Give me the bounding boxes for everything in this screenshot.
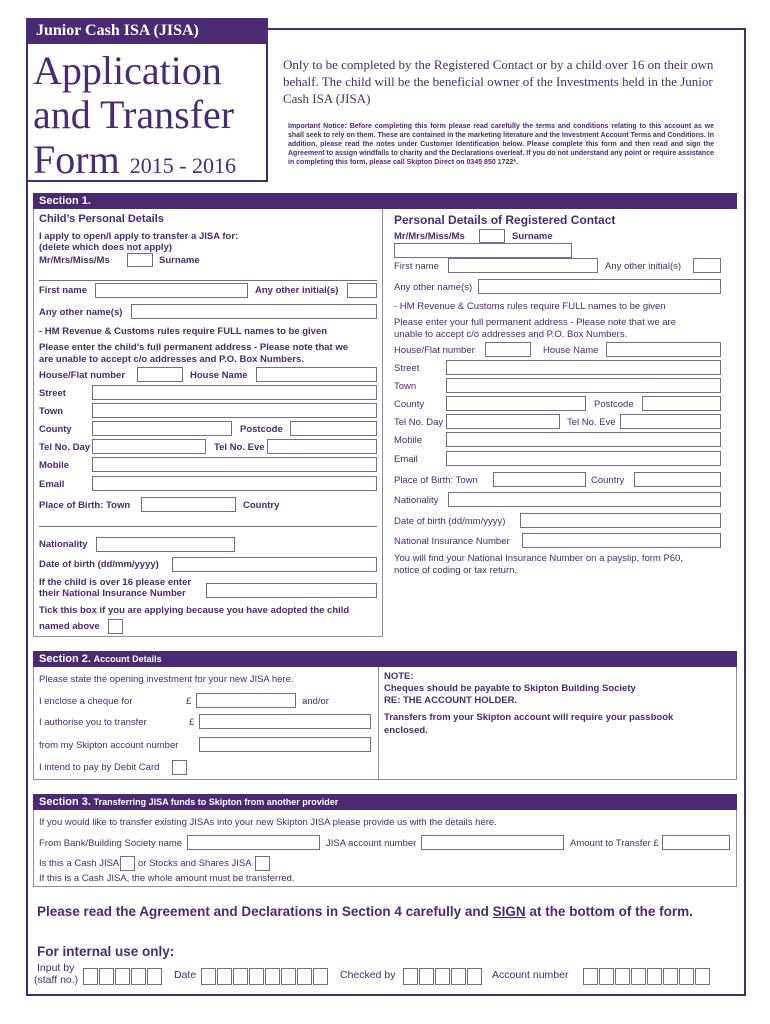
date-cell[interactable] bbox=[265, 968, 280, 985]
cheque-amount-input[interactable] bbox=[196, 693, 296, 708]
account-number-cell[interactable] bbox=[647, 968, 662, 985]
child-postcode-input[interactable] bbox=[290, 421, 377, 436]
account-number-cell[interactable] bbox=[583, 968, 598, 985]
page-title-line3 bbox=[33, 137, 236, 189]
stocks-shares-checkbox[interactable] bbox=[255, 856, 270, 871]
account-number-cell[interactable] bbox=[663, 968, 678, 985]
child-othernames-label: Any other name(s) bbox=[39, 307, 123, 318]
checked-by-label: Checked by bbox=[340, 969, 396, 981]
child-address-note2: are unable to accept c/o addresses and P.O. Box Numbers. bbox=[39, 354, 304, 365]
contact-nin-label: National Insurance Number bbox=[394, 536, 510, 547]
child-televe-input[interactable] bbox=[267, 439, 377, 454]
contact-heading: Personal Details of Registered Contact bbox=[394, 213, 616, 227]
account-number-cell[interactable] bbox=[679, 968, 694, 985]
cheque-label: I enclose a cheque for bbox=[39, 696, 133, 707]
page-title-line1: Application bbox=[33, 48, 222, 93]
input-by-label1: Input by bbox=[37, 962, 75, 974]
account-number-cell[interactable] bbox=[615, 968, 630, 985]
contact-firstname-label: First name bbox=[394, 261, 439, 272]
contact-email-label: Email bbox=[394, 454, 418, 465]
page-title-years: 2015 - 2016 bbox=[129, 153, 237, 178]
read-agreement-notice bbox=[37, 902, 737, 921]
checked-by-cell[interactable] bbox=[419, 968, 434, 985]
contact-housename-input[interactable] bbox=[606, 342, 721, 357]
provider-input[interactable] bbox=[187, 835, 320, 850]
contact-houseflat-input[interactable] bbox=[485, 342, 531, 357]
contact-mobile-label: Mobile bbox=[394, 435, 422, 446]
section3-bar bbox=[33, 794, 737, 810]
date-label: Date bbox=[174, 969, 197, 981]
section3-subtitle: Transferring JISA funds to Skipton from another provider bbox=[93, 797, 339, 807]
contact-telday-input[interactable] bbox=[446, 414, 560, 429]
contact-country-input[interactable] bbox=[634, 472, 721, 487]
contact-address-note2: unable to accept c/o addresses and P.O. Box Numbers. bbox=[394, 329, 628, 340]
contact-nin-help1: You will find your National Insurance Number on a payslip, form P60, bbox=[394, 553, 684, 564]
contact-surname-input[interactable] bbox=[394, 243, 572, 258]
contact-dob-label: Date of birth (dd/mm/yyyy) bbox=[394, 516, 506, 527]
contact-nin-help2: notice of coding or tax return. bbox=[394, 565, 518, 576]
child-housename-input[interactable] bbox=[256, 367, 377, 382]
main-frame-top bbox=[268, 28, 746, 30]
section2-divider bbox=[378, 667, 379, 780]
checked-by-cell[interactable] bbox=[467, 968, 482, 985]
child-telday-label: Tel No. Day bbox=[39, 442, 91, 453]
child-nin-input[interactable] bbox=[206, 583, 377, 598]
input-by-cell[interactable] bbox=[99, 968, 114, 985]
child-houseflat-input[interactable] bbox=[137, 367, 183, 382]
child-title-label: Mr/Mrs/Miss/Ms bbox=[39, 255, 110, 266]
contact-surname-label: Surname bbox=[512, 231, 553, 242]
contact-pobtown-input[interactable] bbox=[493, 472, 586, 487]
child-nationality-input[interactable] bbox=[96, 537, 235, 552]
debit-card-checkbox[interactable] bbox=[172, 760, 187, 775]
child-houseflat-label: House/Flat number bbox=[39, 370, 126, 381]
cash-jisa-label: Is this a Cash JISA bbox=[39, 858, 120, 869]
child-pobtown-input[interactable] bbox=[141, 497, 236, 512]
stocks-shares-label: or Stocks and Shares JISA bbox=[138, 858, 252, 869]
date-cell[interactable] bbox=[281, 968, 296, 985]
child-email-input[interactable] bbox=[92, 476, 377, 491]
read-agreement-sign: SIGN bbox=[492, 904, 526, 919]
child-email-label: Email bbox=[39, 479, 65, 490]
child-heading: Child’s Personal Details bbox=[39, 213, 164, 225]
checked-by-cell[interactable] bbox=[403, 968, 418, 985]
child-county-input[interactable] bbox=[92, 421, 232, 436]
child-street-label: Street bbox=[39, 388, 66, 399]
jisa-account-input[interactable] bbox=[421, 835, 564, 850]
child-initials-label: Any other initial(s) bbox=[255, 285, 339, 296]
child-housename-label: House Name bbox=[190, 370, 248, 381]
child-firstname-label: First name bbox=[39, 285, 88, 296]
contact-county-label: County bbox=[394, 399, 425, 410]
child-adopted-label1: Tick this box if you are applying because you have adopted the child bbox=[39, 605, 350, 616]
account-number-cell[interactable] bbox=[599, 968, 614, 985]
debit-card-label: I intend to pay by Debit Card bbox=[39, 762, 160, 773]
child-street-input[interactable] bbox=[92, 385, 377, 400]
contact-pobtown-label: Place of Birth: Town bbox=[394, 475, 478, 486]
child-postcode-label: Postcode bbox=[240, 424, 283, 435]
contact-housename-label: House Name bbox=[543, 345, 599, 356]
child-surname-label: Surname bbox=[159, 255, 200, 266]
intro-text: Only to be completed by the Registered Contact or by a child over 16 on their own behalf. The child will be the beneficial owner of the Investments held in the Junior Cash ISA (JISA) bbox=[283, 57, 714, 106]
contact-initials-label: Any other initial(s) bbox=[605, 261, 682, 272]
input-by-cell[interactable] bbox=[115, 968, 130, 985]
checked-by-cell[interactable] bbox=[435, 968, 450, 985]
child-town-input[interactable] bbox=[92, 403, 377, 418]
contact-title-label: Mr/Mrs/Miss/Ms bbox=[394, 231, 465, 242]
contact-televe-input[interactable] bbox=[620, 414, 721, 429]
note-line1: Cheques should be payable to Skipton Building Society bbox=[384, 683, 636, 694]
child-county-label: County bbox=[39, 424, 72, 435]
contact-nin-input[interactable] bbox=[522, 533, 721, 548]
child-adopted-label2: named above bbox=[39, 621, 100, 632]
transfer-amount-input[interactable] bbox=[199, 714, 371, 729]
child-pobtown-label: Place of Birth: Town bbox=[39, 500, 131, 511]
child-surname-input[interactable] bbox=[39, 268, 377, 281]
section1-bar: Section 1. bbox=[33, 193, 737, 209]
date-cell[interactable] bbox=[249, 968, 264, 985]
child-dob-input[interactable] bbox=[172, 557, 377, 572]
opening-investment-label: Please state the opening investment for your new JISA here. bbox=[39, 674, 294, 685]
child-dob-label: Date of birth (dd/mm/yyyy) bbox=[39, 559, 159, 570]
contact-country-label: Country bbox=[591, 475, 625, 486]
input-by-cell[interactable] bbox=[83, 968, 98, 985]
contact-street-label: Street bbox=[394, 363, 420, 374]
whole-amount-note: If this is a Cash JISA, the whole amount must be transferred. bbox=[39, 873, 295, 884]
note-line2: RE: THE ACCOUNT HOLDER. bbox=[384, 695, 518, 706]
contact-initials-input[interactable] bbox=[693, 258, 721, 273]
transfer-label: I authorise you to transfer bbox=[39, 717, 147, 728]
important-notice: Important Notice: Before completing this form please read carefully the terms and conditions relating to this account as we shall seek to rely on them. These are contained in the marketing literature and the Investment Account Terms and Conditions. In addition, please read the notes under Customer Identification below. Please complete this form and then read and sign the Agreement to assign windfalls to charity and the Declarations overleaf. If you do not understand any point or require assistance in completing this form, please call Skipton Direct on 0345 850 1722*. bbox=[288, 123, 714, 166]
from-account-input[interactable] bbox=[199, 737, 371, 752]
child-address-note1: Please enter the child’s full permanent address - Please note that we bbox=[39, 342, 349, 353]
child-televe-label: Tel No. Eve bbox=[214, 442, 265, 453]
contact-firstname-input[interactable] bbox=[448, 258, 598, 273]
child-adopted-checkbox[interactable] bbox=[108, 619, 123, 634]
amount-label: Amount to Transfer £ bbox=[570, 838, 659, 849]
account-number-cell[interactable] bbox=[695, 968, 710, 985]
contact-hmrc-note: - HM Revenue & Customs rules require FULL names to be given bbox=[394, 301, 666, 312]
section2-bar bbox=[33, 651, 737, 667]
contact-address-note1: Please enter your full permanent address - Please note that we are bbox=[394, 317, 676, 328]
child-mobile-input[interactable] bbox=[92, 457, 377, 472]
account-number-label: Account number bbox=[492, 969, 569, 981]
section3-intro: If you would like to transfer existing JISAs into your new Skipton JISA please provide us with the details here. bbox=[39, 817, 497, 828]
contact-town-label: Town bbox=[394, 381, 417, 392]
child-apply-line1: I apply to open/I apply to transfer a JISA for: bbox=[39, 231, 239, 242]
child-nin-label2: their National Insurance Number bbox=[39, 588, 186, 599]
contact-dob-input[interactable] bbox=[520, 513, 721, 528]
child-othernames-input[interactable] bbox=[131, 304, 377, 319]
date-cell[interactable] bbox=[297, 968, 312, 985]
contact-telday-label: Tel No. Day bbox=[394, 417, 444, 428]
child-hmrc-note: - HM Revenue & Customs rules require FULL names to be given bbox=[39, 326, 328, 337]
child-nin-label1: If the child is over 16 please enter bbox=[39, 577, 192, 588]
child-country-label: Country bbox=[243, 500, 280, 511]
section3-title: Section 3. bbox=[39, 796, 91, 808]
child-apply-line2: (delete which does not apply) bbox=[39, 242, 173, 253]
note-line3: Transfers from your Skipton account will require your passbook bbox=[384, 712, 674, 723]
section2-subtitle: Account Details bbox=[93, 654, 162, 664]
input-by-label2: (staff no.) bbox=[34, 974, 79, 986]
read-agreement-post: at the bottom of the form. bbox=[525, 904, 693, 919]
note-line4: enclosed. bbox=[384, 725, 428, 736]
child-town-label: Town bbox=[39, 406, 64, 417]
contact-street-input[interactable] bbox=[446, 360, 721, 375]
main-frame-left bbox=[26, 182, 28, 996]
date-cell[interactable] bbox=[313, 968, 328, 985]
internal-use-heading: For internal use only: bbox=[37, 944, 175, 959]
cash-jisa-checkbox[interactable] bbox=[120, 856, 135, 871]
contact-title-input[interactable] bbox=[479, 229, 505, 243]
date-cell[interactable] bbox=[233, 968, 248, 985]
contact-houseflat-label: House/Flat number bbox=[394, 345, 475, 356]
input-by-cell[interactable] bbox=[131, 968, 146, 985]
contact-othernames-input[interactable] bbox=[478, 279, 721, 294]
page-title-form: Form bbox=[33, 137, 120, 182]
child-telday-input[interactable] bbox=[92, 439, 206, 454]
date-cell[interactable] bbox=[217, 968, 232, 985]
section2-title: Section 2. bbox=[39, 653, 91, 665]
child-firstname-input[interactable] bbox=[95, 283, 248, 298]
contact-othernames-label: Any other name(s) bbox=[394, 282, 473, 293]
amount-input[interactable] bbox=[662, 835, 730, 850]
page-title-line2: and Transfer bbox=[33, 92, 235, 137]
contact-nationality-label: Nationality bbox=[394, 495, 439, 506]
jisa-account-label: JISA account number bbox=[326, 838, 417, 849]
andor-label: and/or bbox=[302, 696, 329, 707]
date-cell[interactable] bbox=[201, 968, 216, 985]
cheque-pound: £ bbox=[186, 696, 192, 707]
input-by-cell[interactable] bbox=[147, 968, 162, 985]
read-agreement-pre: Please read the Agreement and Declarations in Section 4 carefully and bbox=[37, 904, 493, 919]
contact-nationality-input[interactable] bbox=[448, 492, 721, 507]
contact-email-input[interactable] bbox=[446, 451, 721, 466]
child-country-input[interactable] bbox=[39, 514, 377, 527]
contact-town-input[interactable] bbox=[446, 378, 721, 393]
child-nationality-label: Nationality bbox=[39, 539, 88, 550]
provider-label: From Bank/Building Society name bbox=[39, 838, 183, 849]
contact-mobile-input[interactable] bbox=[446, 432, 721, 447]
child-initials-input[interactable] bbox=[347, 283, 377, 298]
child-title-input[interactable] bbox=[127, 253, 153, 267]
note-title: NOTE: bbox=[384, 671, 414, 682]
form-banner: Junior Cash ISA (JISA) bbox=[26, 18, 268, 44]
transfer-pound: £ bbox=[189, 717, 195, 728]
contact-postcode-label: Postcode bbox=[594, 399, 634, 410]
contact-televe-label: Tel No. Eve bbox=[567, 417, 616, 428]
account-number-cell[interactable] bbox=[631, 968, 646, 985]
contact-county-input[interactable] bbox=[446, 396, 586, 411]
checked-by-cell[interactable] bbox=[451, 968, 466, 985]
contact-postcode-input[interactable] bbox=[642, 396, 721, 411]
child-mobile-label: Mobile bbox=[39, 460, 70, 471]
from-account-label: from my Skipton account number bbox=[39, 740, 179, 751]
